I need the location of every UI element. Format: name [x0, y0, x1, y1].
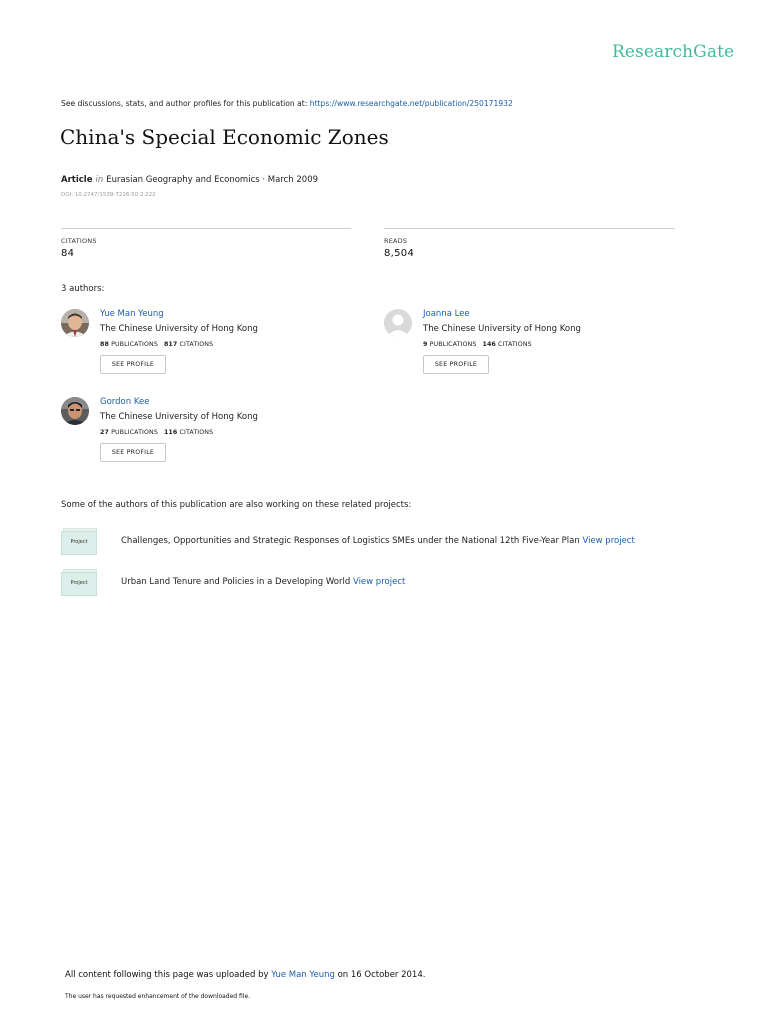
citations-count: 116 — [163, 429, 178, 436]
citations-divider — [61, 228, 351, 229]
citations-label: CITATIONS — [179, 341, 214, 348]
paper-title: China's Special Economic Zones — [60, 125, 389, 149]
project-item — [61, 569, 681, 599]
upload-prefix: All content following this page was uploaded by — [65, 970, 269, 980]
default-avatar-icon[interactable] — [384, 309, 412, 337]
project-title — [121, 536, 635, 546]
author-stats — [423, 341, 532, 348]
project-title — [121, 577, 405, 587]
author-card — [61, 309, 361, 389]
publications-count: 88 — [100, 341, 109, 348]
publications-label: PUBLICATIONS — [429, 341, 477, 348]
article-info — [61, 175, 318, 185]
citations-value: 84 — [61, 248, 75, 259]
citations-label: CITATIONS — [179, 429, 214, 436]
in-word: in — [95, 175, 104, 185]
see-profile-button[interactable]: SEE PROFILE — [100, 443, 166, 462]
reads-divider — [384, 228, 675, 229]
project-name: Urban Land Tenure and Policies in a Developing World — [121, 577, 351, 587]
project-folder-label: Project — [70, 580, 88, 586]
author-institution: The Chinese University of Hong Kong — [423, 324, 581, 334]
citations-count: 146 — [482, 341, 496, 348]
project-folder-label: Project — [70, 539, 88, 545]
project-item — [61, 528, 681, 558]
project-name: Challenges, Opportunities and Strategic Responses of Logistics SMEs under the National 12th Five-Year Plan — [121, 536, 580, 546]
see-discussions-text: See discussions, stats, and author profiles for this publication at: — [61, 99, 308, 108]
see-profile-button[interactable]: SEE PROFILE — [423, 355, 489, 374]
citations-count: 817 — [163, 341, 178, 348]
journal-date: Eurasian Geography and Economics · March 2009 — [106, 175, 319, 185]
uploader-link[interactable]: Yue Man Yeung — [271, 970, 335, 980]
project-folder-icon[interactable] — [61, 528, 97, 554]
view-project-link[interactable]: View project — [582, 536, 635, 546]
author-name-link[interactable]: Joanna Lee — [423, 309, 470, 319]
enhancement-note: The user has requested enhancement of the downloaded file. — [65, 993, 251, 1000]
view-project-link[interactable]: View project — [352, 577, 406, 587]
see-profile-button[interactable]: SEE PROFILE — [100, 355, 166, 374]
reads-label: READS — [384, 237, 408, 245]
publication-url-line — [61, 99, 513, 108]
publications-count: 9 — [423, 341, 428, 348]
researchgate-logo[interactable]: ResearchGate — [612, 42, 735, 62]
author-institution: The Chinese University of Hong Kong — [100, 412, 258, 422]
author-card — [384, 309, 684, 389]
reads-value: 8,504 — [384, 248, 415, 259]
related-projects-heading: Some of the authors of this publication are also working on these related projects: — [61, 500, 412, 510]
author-avatar[interactable] — [61, 309, 89, 337]
citations-label: CITATIONS — [61, 237, 97, 245]
article-type: Article — [61, 175, 93, 185]
author-stats — [100, 429, 213, 436]
publications-count: 27 — [100, 429, 109, 436]
author-institution: The Chinese University of Hong Kong — [100, 324, 258, 334]
author-stats — [100, 341, 213, 348]
citations-label: CITATIONS — [498, 341, 532, 348]
author-avatar[interactable] — [61, 397, 89, 425]
upload-info — [65, 970, 425, 980]
author-card — [61, 397, 361, 477]
authors-count: 3 authors: — [61, 284, 105, 294]
doi-text: DOI: 10.2747/1539-7216.50.2.222 — [61, 192, 156, 198]
author-name-link[interactable]: Gordon Kee — [100, 397, 150, 407]
project-folder-icon[interactable] — [61, 569, 97, 595]
author-name-link[interactable]: Yue Man Yeung — [100, 309, 164, 319]
publications-label: PUBLICATIONS — [111, 341, 158, 348]
upload-suffix: on 16 October 2014. — [337, 970, 426, 980]
publications-label: PUBLICATIONS — [111, 429, 158, 436]
publication-url-link[interactable]: https://www.researchgate.net/publication/250171932 — [309, 99, 513, 108]
